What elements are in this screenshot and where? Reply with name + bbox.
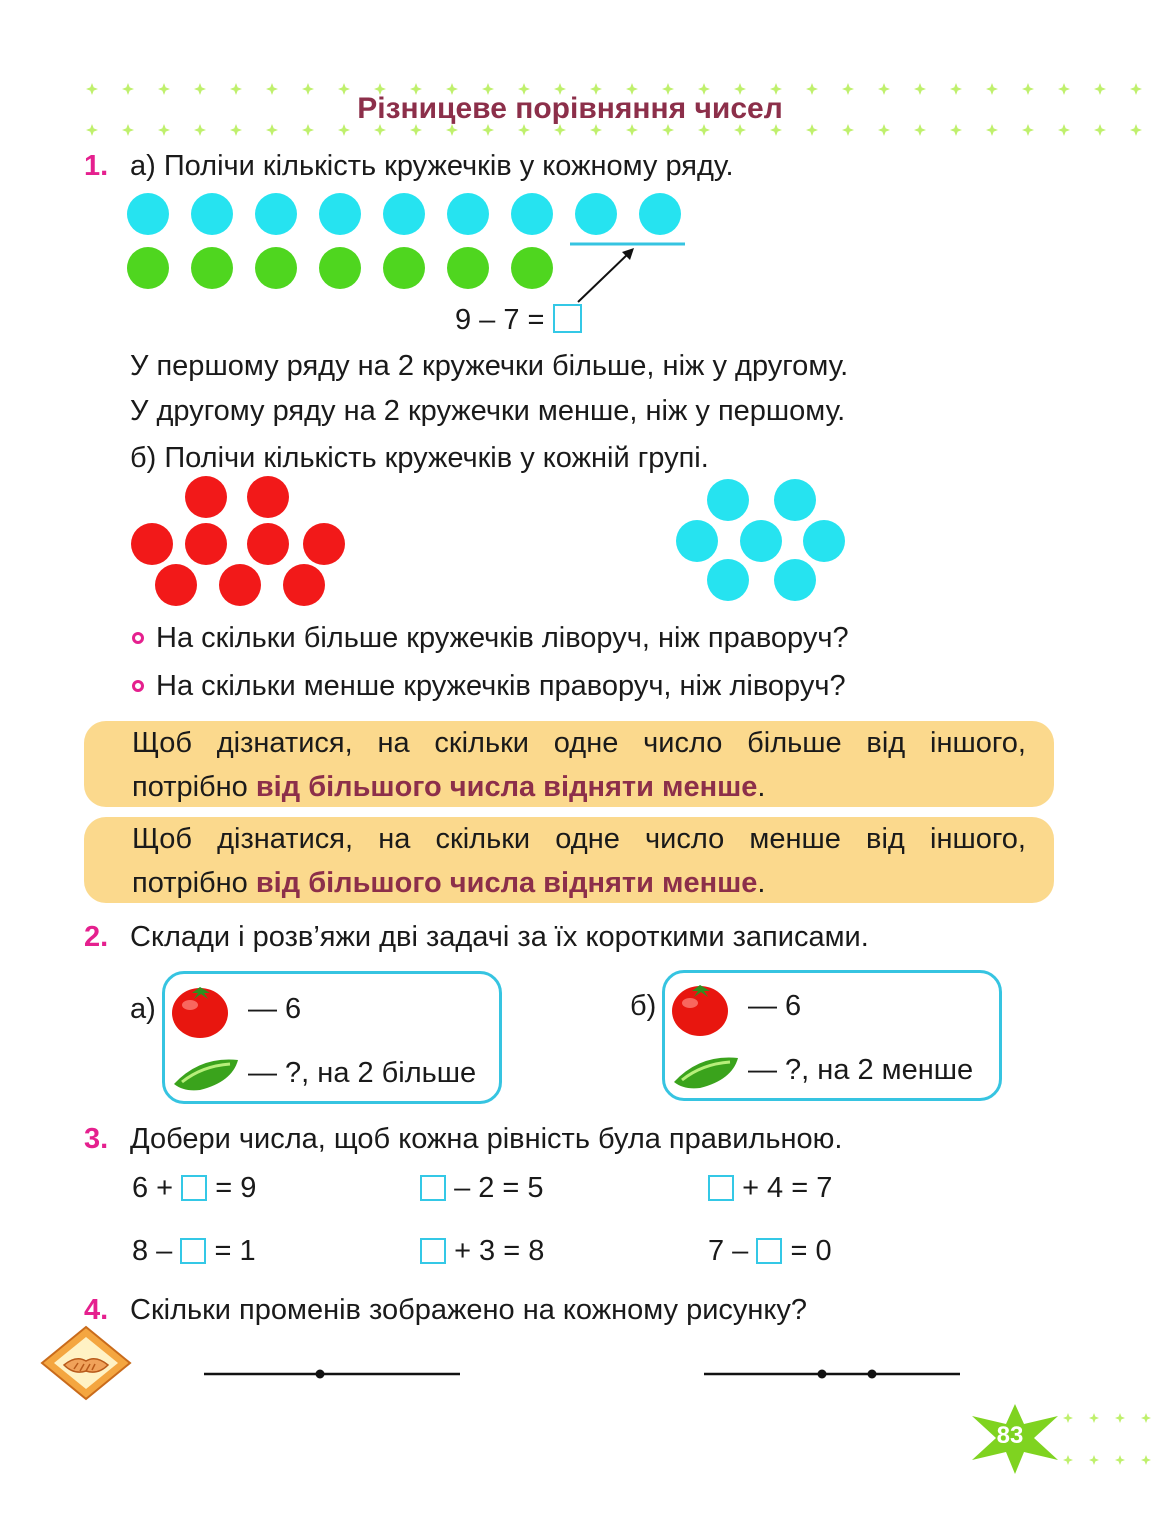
- cyan-circle: [255, 193, 297, 235]
- cyan-circle: [447, 193, 489, 235]
- task-2-number: 2.: [84, 921, 109, 953]
- bullet-icon: [132, 680, 144, 692]
- red-circle: [303, 523, 345, 565]
- task-1-sentence-1: У першому ряду на 2 кружечки більше, ніж у другому.: [130, 350, 849, 382]
- green-circle: [255, 247, 297, 289]
- answer-box[interactable]: [420, 1175, 446, 1201]
- cyan-circle: [707, 479, 749, 521]
- rule-box-less: [84, 817, 1054, 903]
- task-4-text: Скільки променів зображено на кожному рисунку?: [130, 1294, 808, 1326]
- green-circle: [383, 247, 425, 289]
- task-1-sentence-2: У другому ряду на 2 кружечки менше, ніж у першому.: [130, 395, 846, 427]
- equation-1: 6 + = 9: [132, 1172, 257, 1204]
- answer-box[interactable]: [180, 1238, 206, 1264]
- task-1-number: 1.: [84, 150, 109, 182]
- task-1-part-a: а) Полічи кількість кружечків у кожному ряду.: [130, 150, 734, 182]
- green-circle: [447, 247, 489, 289]
- ray-figure-2: [700, 1364, 962, 1384]
- green-circle: [511, 247, 553, 289]
- handshake-icon: [40, 1325, 132, 1401]
- task-2a-cucumber-text: — ?, на 2 більше: [248, 1057, 477, 1089]
- answer-box[interactable]: [553, 304, 582, 333]
- page-number: 83: [996, 1422, 1024, 1449]
- equation-4: 8 – = 1: [132, 1235, 256, 1267]
- cyan-circle: [191, 193, 233, 235]
- task-3-number: 3.: [84, 1123, 109, 1155]
- cyan-circle: [774, 479, 816, 521]
- point: [316, 1370, 325, 1379]
- question-1: На скільки більше кружечків ліворуч, ніж праворуч?: [156, 622, 849, 654]
- red-circle: [185, 476, 227, 518]
- arrow-line: [578, 252, 630, 302]
- cyan-circle: [383, 193, 425, 235]
- cyan-circle: [707, 559, 749, 601]
- rule-2-line-2: потрібно від більшого числа відняти менше.: [132, 867, 766, 899]
- cyan-circle: [127, 193, 169, 235]
- cucumber-icon: [170, 1052, 242, 1094]
- cyan-circle: [575, 193, 617, 235]
- equation-2: – 2 = 5: [420, 1170, 544, 1206]
- page-title: Різницеве порівняння чисел: [357, 92, 783, 125]
- cyan-circle: [740, 520, 782, 562]
- equation-5: + 3 = 8: [420, 1233, 544, 1269]
- equation-6: 7 – = 0: [708, 1235, 832, 1267]
- red-circle: [155, 564, 197, 606]
- red-circle: [247, 523, 289, 565]
- green-circle: [191, 247, 233, 289]
- equation-3: + 4 = 7: [708, 1170, 832, 1206]
- ray-figure-1: [200, 1364, 462, 1384]
- rule-1-highlight: від більшого числа відняти менше: [255, 771, 758, 803]
- green-circle: [319, 247, 361, 289]
- cyan-circle: [511, 193, 553, 235]
- cyan-circle: [319, 193, 361, 235]
- cyan-circle: [774, 559, 816, 601]
- red-circle: [185, 523, 227, 565]
- difference-arrow: [560, 232, 690, 312]
- question-2: На скільки менше кружечків праворуч, ніж ліворуч?: [156, 670, 846, 702]
- sparkle-icon: [1141, 1413, 1151, 1423]
- sparkle-icon: [1089, 1413, 1099, 1423]
- task-4-number: 4.: [84, 1294, 109, 1326]
- task-2a-tomato-text: — 6: [248, 993, 302, 1025]
- rule-1-line-2: потрібно від більшого числа відняти менше.: [132, 771, 766, 803]
- cyan-circle: [803, 520, 845, 562]
- sparkle-icon: [1115, 1413, 1125, 1423]
- rule-box-more: [84, 721, 1054, 807]
- rule-2-highlight: від більшого числа відняти менше: [255, 867, 758, 899]
- answer-box[interactable]: [708, 1175, 734, 1201]
- answer-box[interactable]: [420, 1238, 446, 1264]
- cyan-circle: [676, 520, 718, 562]
- red-circle: [219, 564, 261, 606]
- sparkle-icon: [1063, 1413, 1073, 1423]
- tomato-icon: [168, 977, 232, 1041]
- answer-box[interactable]: [181, 1175, 207, 1201]
- task-1-equation: [455, 302, 582, 338]
- task-2-text: Склади і розв’яжи дві задачі за їх короткими записами.: [130, 921, 869, 953]
- sparkle-icon: [1115, 1455, 1125, 1465]
- equation-text: 9 – 7 =: [455, 304, 545, 336]
- answer-box[interactable]: [756, 1238, 782, 1264]
- task-2a-label: а): [130, 993, 156, 1025]
- sparkle-icon: [1089, 1455, 1099, 1465]
- red-circle: [247, 476, 289, 518]
- point: [868, 1370, 877, 1379]
- rule-2-line-1: Щоб дізнатися, на скільки одне число менше від іншого,: [132, 823, 1026, 855]
- red-circle: [131, 523, 173, 565]
- cucumber-icon: [670, 1050, 742, 1092]
- red-circle: [283, 564, 325, 606]
- sparkle-icon: [1141, 1455, 1151, 1465]
- point: [818, 1370, 827, 1379]
- task-2b-tomato-text: — 6: [748, 990, 802, 1022]
- task-2b-label: б): [630, 990, 657, 1022]
- green-circle: [127, 247, 169, 289]
- task-3-text: Добери числа, щоб кожна рівність була правильною.: [130, 1123, 843, 1155]
- task-1-part-b: б) Полічи кількість кружечків у кожній групі.: [130, 442, 709, 474]
- tomato-icon: [668, 975, 732, 1039]
- bullet-icon: [132, 632, 144, 644]
- rule-1-line-1: Щоб дізнатися, на скільки одне число більше від іншого,: [132, 727, 1026, 759]
- sparkle-icon: [1063, 1455, 1073, 1465]
- cyan-circle: [639, 193, 681, 235]
- task-2b-cucumber-text: — ?, на 2 менше: [748, 1054, 974, 1086]
